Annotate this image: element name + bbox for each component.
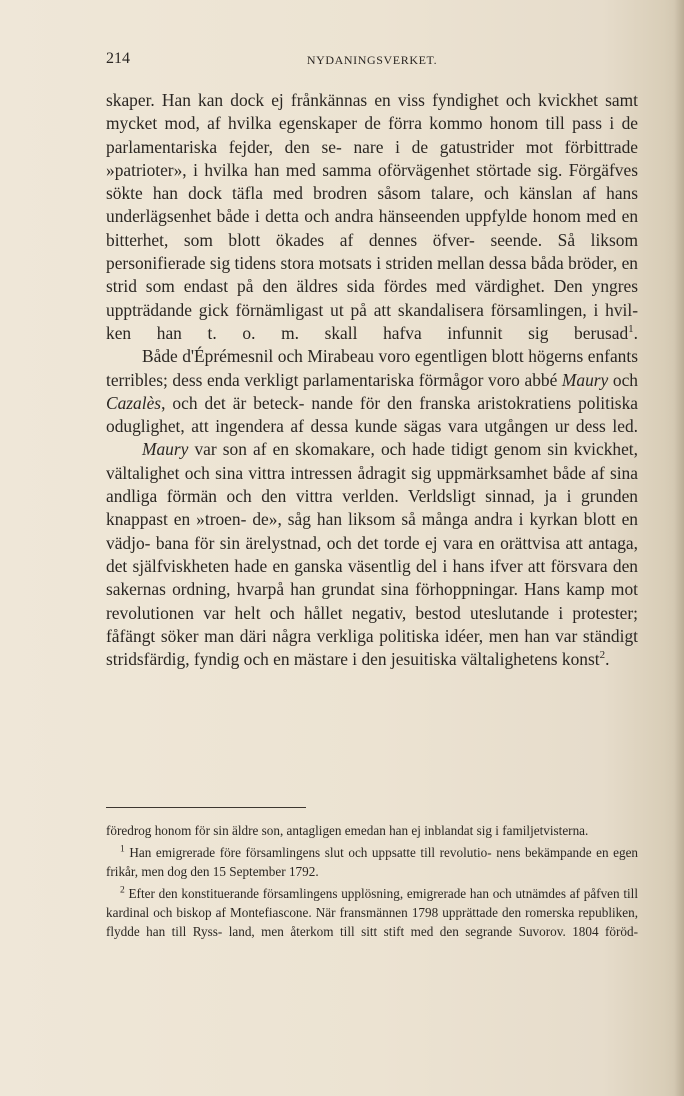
text-line: och hållet negativ, bestod uteslutande i protester; fåfängt	[106, 602, 639, 646]
text-line: kommo honom till pass i de parlamentariska fejder, den se-	[106, 113, 638, 157]
text-line: ifver att försvara den sakernas ordning, hvarpå han grundat	[106, 555, 638, 600]
text-line: uppmärksamhet både af sina andliga förmän och den vittra	[106, 462, 638, 507]
text-line: honom med en bitterhet, som blott ökades af dennes öfver-	[106, 206, 639, 250]
footnote-line: i familjetvisterna.	[495, 823, 589, 838]
text-line: striden mellan dessa båda bröder, en strid som endast på den	[106, 253, 638, 297]
text-line: dock täfla med brodren såsom talare, och känslan af hans	[188, 183, 639, 204]
footnote-line: föredrog honom för sin äldre son, antagligen emedan han ej inblandat sig	[106, 823, 492, 838]
footnote-mark-2: 2	[120, 885, 125, 896]
running-head: NYDANINGSVERKET.	[306, 53, 438, 67]
name-cazales: Cazalès	[106, 392, 162, 413]
page-number: 214	[106, 50, 130, 67]
period: .	[605, 649, 610, 670]
footnote-line: nens bekämpande en egen frikår, men dog den 15 September 1792.	[106, 845, 639, 879]
text-line: med samma oförvägenhet störtade sig. Förgäfves sökte han	[106, 159, 638, 204]
paragraph-2	[106, 345, 638, 438]
footnote-2	[106, 884, 638, 941]
text-line: kvickhet samt mycket mod, af hvilka egenskaper de förra	[106, 90, 638, 134]
footnote-line: och utnämdes af påfven till kardinal och biskop af Montefiascone. När	[106, 886, 639, 920]
footnotes	[106, 821, 638, 941]
name-maury: Maury	[561, 369, 609, 390]
footnote-mark-1: 1	[120, 844, 125, 855]
text-fragment: och	[608, 369, 638, 390]
text-line: äldres sida fördes med värdighet. Den yngres uppträdande	[106, 276, 638, 320]
text-line: högerns enfants terribles; dess enda verkligt parlamentariska	[106, 346, 638, 390]
text-fragment: , och det är beteck-	[161, 392, 305, 413]
footnote-rule	[106, 807, 306, 808]
footnote-ref-1: 1	[628, 323, 634, 336]
page-edge-shadow	[674, 0, 684, 1096]
text-line: antaga, det själfviskheten hade en ganska väsentlig del i hans	[106, 532, 638, 576]
text-line: nare i de gatustrider mot förbittrade »patrioter», i hvilka han	[106, 136, 638, 180]
text-line: ken han t. o. m. skall hafva infunnit sig berusad	[106, 322, 629, 343]
text-line: Både d'Éprémesnil och Mirabeau voro egentligen blott	[142, 346, 524, 367]
text-line: bana för sin ärelystnad, och det torde ej vara en orättvisa att	[155, 532, 583, 553]
footnote-continuation	[106, 821, 638, 840]
text-line: seende. Så liksom personifierade sig tidens stora motsats i	[106, 229, 638, 274]
period: .	[633, 322, 638, 343]
footnote-line: Han emigrerade före församlingens slut och uppsatte till revolutio-	[129, 845, 492, 860]
footnote-1	[106, 843, 638, 881]
text-line: nande för den franska aristokratiens politiska oduglighet, att	[106, 392, 638, 437]
footnote-ref-2: 2	[599, 649, 606, 662]
footnote-line: Efter den konstituerande församlingens upplösning, emigrerade han	[128, 886, 489, 901]
text-line: förmågor voro abbé	[418, 369, 562, 390]
text-line: ständigt stridsfärdig, fyndig och en mästare i den jesuitiska	[106, 625, 638, 670]
text-line: de», såg han liksom så många andra i kyrkan blott en vädjo-	[106, 509, 638, 553]
text-line: skaper. Han kan dock ej frånkännas en viss fyndighet och	[106, 90, 531, 110]
paragraph-1	[106, 89, 638, 345]
main-text	[106, 89, 638, 671]
text-line: ingendera af dessa kunde sägas vara utgången ur dess led.	[215, 416, 638, 437]
text-line: underlägsenhet både i detta och andra hänseenden uppfylde	[106, 206, 528, 227]
footnote-line: land, men återkom till sitt stift med den segrande Suvorov. 1804 föröd-	[228, 924, 638, 939]
paragraph-3	[106, 438, 638, 671]
text-line: söker man däri några verkliga politiska idéer, men han var	[160, 625, 578, 646]
name-maury: Maury	[142, 439, 189, 460]
text-line: sina förhoppningar. Hans kamp mot revolutionen var helt	[106, 579, 638, 623]
text-line: sin kvickhet, vältalighet och sina vittra intressen ådragit sig	[106, 439, 638, 483]
footnote-line: fransmännen 1798 upprättade den romerska republiken, flydde han till Ryss-	[106, 905, 638, 939]
text-line: vältalighetens konst	[460, 649, 600, 670]
text-line: verlden. Verldsligt sinnad, ja i grunden knappast en »troen-	[106, 486, 638, 530]
page-header	[106, 50, 638, 72]
text-fragment: var son af en skomakare, och hade tidigt genom	[188, 439, 542, 460]
text-line: gick förnämligast ut på att skandalisera församlingen, i hvil-	[198, 299, 638, 320]
